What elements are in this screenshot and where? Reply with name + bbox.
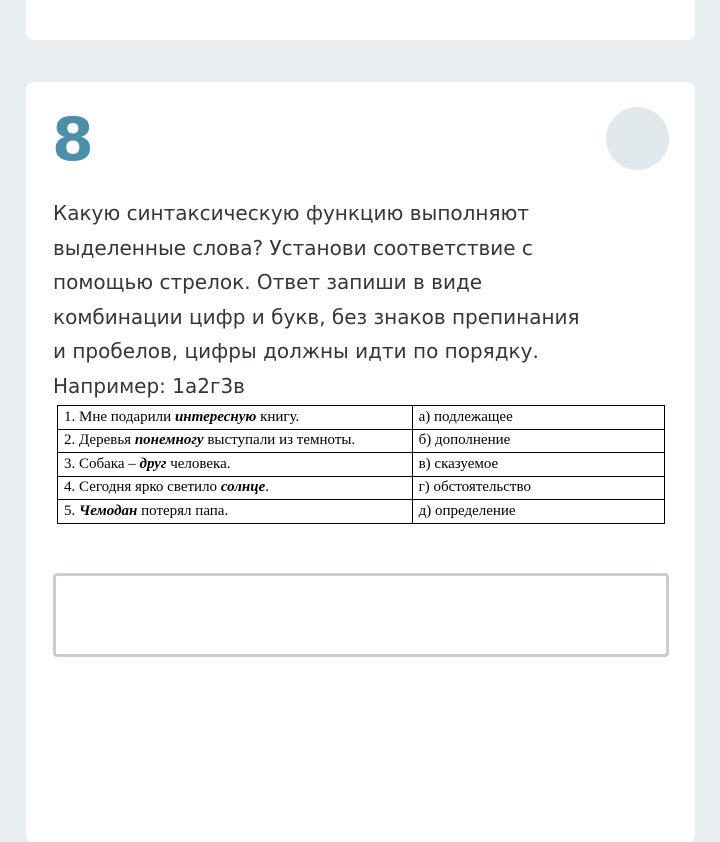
sentence-part: 1. Мне подарили — [64, 408, 175, 425]
question-line: помощью стрелок. Ответ запиши в виде — [53, 270, 483, 294]
sentence-part: 5. — [64, 502, 79, 519]
task-number: 8 — [52, 105, 94, 175]
question-line: Какую синтаксическую функцию выполняют — [53, 201, 530, 225]
highlighted-word: Чемодан — [79, 502, 138, 519]
answer-input[interactable] — [53, 573, 669, 657]
table-row — [58, 453, 665, 477]
question-text — [53, 196, 668, 403]
question-line: выделенные слова? Установи соответствие с — [53, 235, 533, 260]
question-example-line: Например: 1а2г3в — [53, 373, 245, 398]
sentence-cell — [58, 500, 413, 524]
sentence-cell — [58, 406, 413, 430]
table-row — [58, 500, 665, 524]
function-cell: а) подлежащее — [412, 406, 664, 430]
highlighted-word: понемногу — [134, 432, 204, 449]
sentence-part: книгу. — [256, 408, 300, 425]
sentence-part: потерял папа. — [137, 502, 229, 519]
task-card — [26, 82, 695, 842]
question-line: и пробелов, цифры должны идти по порядку. — [53, 339, 539, 363]
table-row — [58, 429, 665, 453]
matching-table — [57, 405, 665, 524]
task-status-indicator — [606, 107, 669, 170]
sentence-cell — [58, 476, 413, 500]
table-row — [58, 406, 665, 430]
function-cell: г) обстоятельство — [412, 476, 664, 500]
table-row — [58, 476, 665, 500]
sentence-part: 3. Собака – — [64, 455, 140, 472]
sentence-part: человека. — [166, 455, 231, 472]
question-line: комбинации цифр и букв, без знаков препинания — [53, 304, 580, 329]
sentence-part: . — [265, 479, 269, 496]
previous-task-card — [26, 0, 695, 40]
function-cell: в) сказуемое — [412, 453, 664, 477]
sentence-cell — [58, 429, 413, 453]
sentence-cell — [58, 453, 413, 477]
highlighted-word: друг — [139, 455, 167, 472]
sentence-part: 2. Деревья — [64, 432, 135, 449]
highlighted-word: интересную — [174, 408, 257, 425]
sentence-part: выступали из темноты. — [203, 432, 356, 449]
function-cell: д) определение — [412, 500, 664, 524]
highlighted-word: солнце — [220, 479, 266, 496]
function-cell: б) дополнение — [412, 429, 664, 453]
sentence-part: 4. Сегодня ярко светило — [64, 479, 221, 496]
